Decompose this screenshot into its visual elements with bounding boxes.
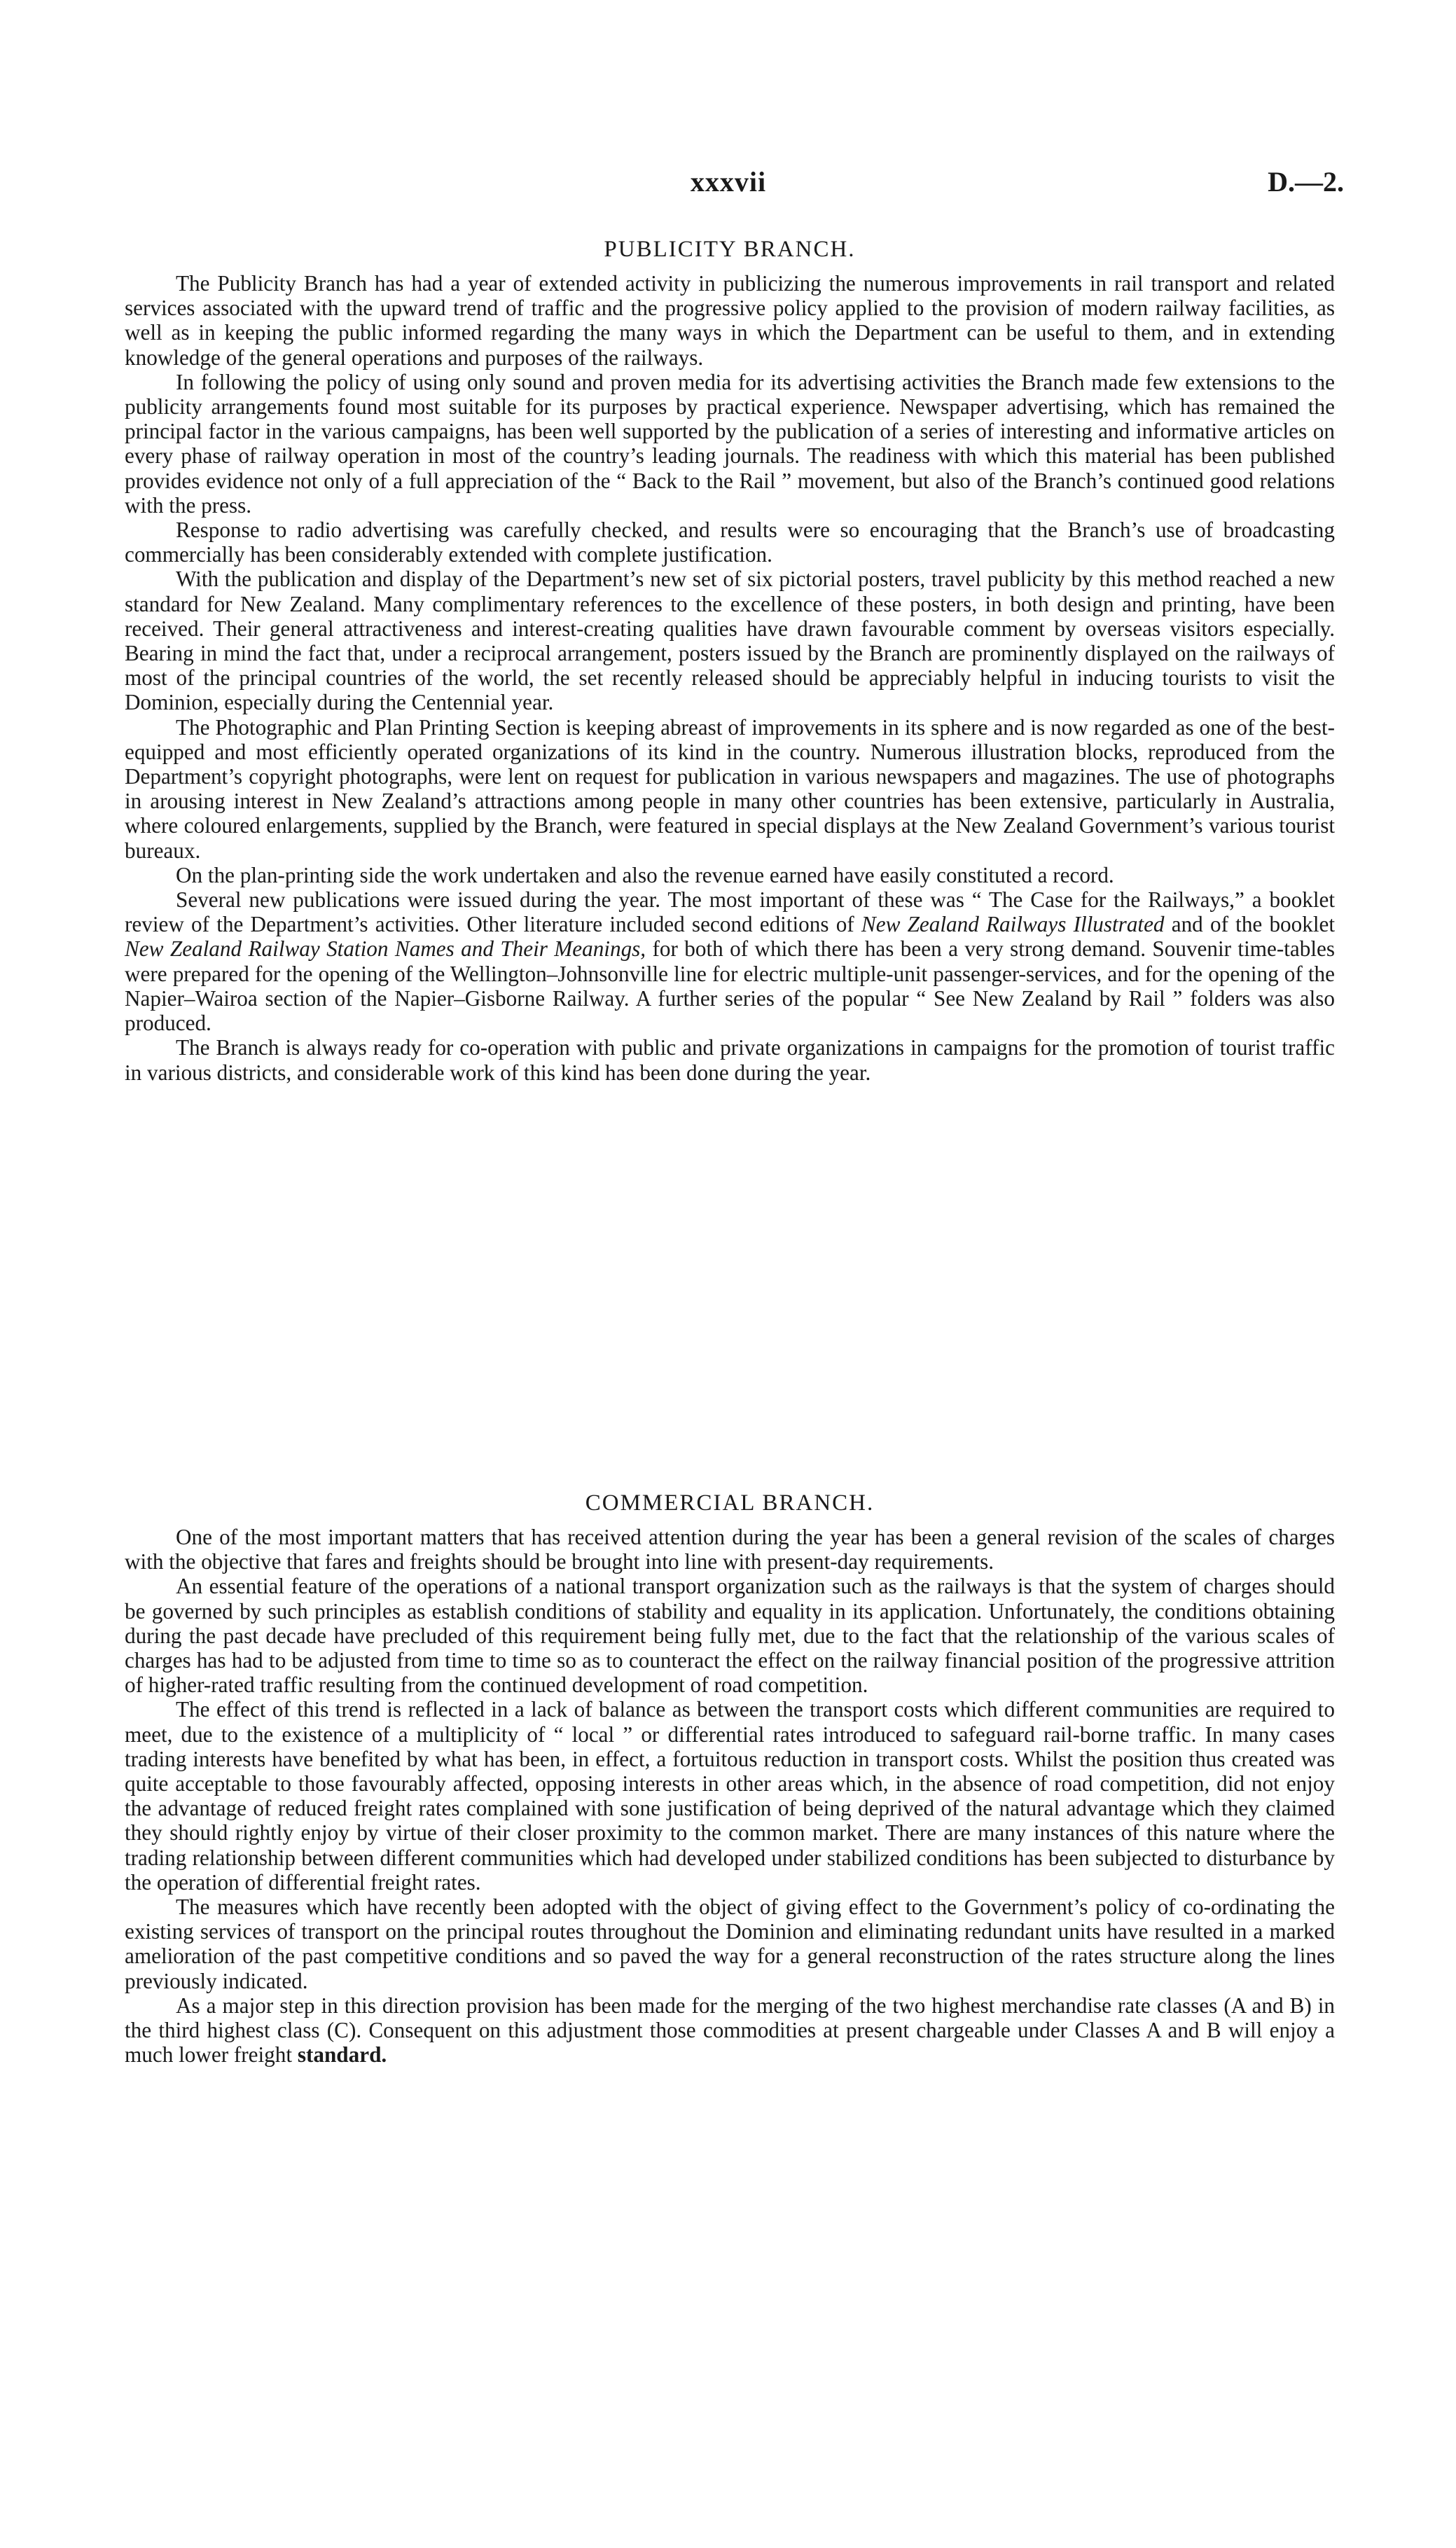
text-run-final: standard. bbox=[297, 2042, 387, 2068]
paragraph: One of the most important matters that has received attention during the year has been a general revision of the scales of charges with the objective that fares and freights should be brought into line with present-day requirements. bbox=[125, 1525, 1335, 1574]
paragraph: The measures which have recently been adopted with the object of giving effect to the Government’s policy of co-ordinating the existing services of transport on the principal routes throughout the Dominion and eliminating redundant units have resulted in a marked amelioration of the past competitive conditions and so paved the way for a general reconstruction of the rates structure along the lines previously indicated. bbox=[125, 1895, 1335, 1993]
paragraph: The effect of this trend is reflected in a lack of balance as between the transport costs which different communities are required to meet, due to the existence of a multiplicity of “ local ” or differential rates introduced to safeguard rail-borne traffic. In many cases trading interests have benefited by what has been, in effect, a fortuitous reduction in transport costs. Whilst the position thus created was quite acceptable to those favourably affected, opposing interests in other areas which, in the absence of road competition, did not enjoy the advantage of reduced freight rates complained with sone justification of being deprived of the natural advantage which they claimed they should rightly enjoy by virtue of their closer proximity to the common market. There are many instances of this nature where the trading relationship between different communities which had developed under stabilized conditions has been subjected to disturbance by the operation of differential freight rates. bbox=[125, 1697, 1335, 1895]
paragraph-publications bbox=[125, 887, 1335, 1035]
paragraph: In following the policy of using only sound and proven media for its advertising activities the Branch made few extensions to the publicity arrangements found most suitable for its purposes by practical experience. Newspaper advertising, which has remained the principal factor in the various campaigns, has been well supported by the publication of a series of interesting and informative articles on every phase of railway operation in most of the country’s leading journals. The readiness with which this material has been published provides evidence not only of a full appreciation of the “ Back to the Rail ” movement, but also of the Branch’s continued good relations with the press. bbox=[125, 369, 1335, 518]
paragraph: An essential feature of the operations of a national transport organization such as the railways is that the system of charges should be governed by such principles as establish conditions of stability and equality in its application. Unfortunately, the conditions obtaining during the past decade have precluded of this requirement being fully met, due to the fact that the relationship of the various scales of charges has had to be adjusted from time to time so as to counteract the effect on the railway financial position of the progressive attrition of higher-rated traffic resulting from the continued development of road competition. bbox=[125, 1574, 1335, 1698]
paragraph: With the publication and display of the Department’s new set of six pictorial posters, travel publicity by this method reached a new standard for New Zealand. Many complimentary references to the excellence of these posters, in both design and printing, have been received. Their general attractiveness and interest-creating qualities have drawn favourable comment by overseas visitors especially. Bearing in mind the fact that, under a reciprocal arrangement, posters issued by the Branch are prominently displayed on the railways of most of the principal countries of the world, the set recently released should be appreciably helpful in inducing tourists to visit the Dominion, especially during the Centennial year. bbox=[125, 567, 1335, 715]
document-reference: D.—2. bbox=[1268, 166, 1344, 198]
paragraph-rate-classes bbox=[125, 1993, 1335, 2068]
page-number: xxxvii bbox=[690, 166, 767, 198]
text-run: As a major step in this direction provision has been made for the merging of the two highest merchandise rate classes (A and B) in the third highest class (C). Consequent on this adjustment those commodities at present chargeable under Classes A and B will enjoy a much lower freight bbox=[125, 1993, 1335, 2068]
section-heading-commercial: COMMERCIAL BRANCH. bbox=[585, 1490, 875, 1516]
paragraph: Response to radio advertising was carefully checked, and results were so encouraging that the Branch’s use of broadcasting commercially has been considerably extended with complete justification. bbox=[125, 518, 1335, 567]
publication-title: New Zealand Railways Illustrated bbox=[861, 912, 1165, 937]
commercial-branch-section bbox=[125, 1489, 1335, 2067]
section-heading-publicity: PUBLICITY BRANCH. bbox=[604, 237, 856, 262]
text-run: and of the booklet bbox=[1171, 912, 1336, 937]
paragraph: The Publicity Branch has had a year of extended activity in publicizing the numerous improvements in rail transport and related services associated with the upward trend of traffic and the progressive policy applied to the provision of modern railway facilities, as well as in keeping the public informed regarding the many ways in which the Department can be useful to them, and in extending knowledge of the general operations and purposes of the railways. bbox=[125, 271, 1335, 370]
publicity-branch-section bbox=[125, 235, 1335, 1085]
publication-title: New Zealand Railway Station Names and Their Meanings, bbox=[125, 936, 646, 962]
text-run: Several new publications were issued during the year. The most important of these was “ The Case for the Railways,” a booklet review of the Department’s activities. Other literature included second editions of bbox=[125, 887, 1335, 937]
text-run: for both of which there has been a very strong demand. Souvenir time-tables were prepared for the opening of the Wellington–Johnsonville line for electric multiple-unit passenger-services, and for the opening of the Napier–Wairoa section of the Napier–Gisborne Railway. A further series of the popular “ See New Zealand by Rail ” folders was also produced. bbox=[125, 936, 1335, 1036]
paragraph: The Photographic and Plan Printing Section is keeping abreast of improvements in its sphere and is now regarded as one of the best-equipped and most efficiently operated organizations of its kind in the country. Numerous illustration blocks, reproduced from the Department’s copyright photographs, were lent on request for publication in various newspapers and magazines. The use of photographs in arousing interest in New Zealand’s attractions among people in many other countries has been extensive, particularly in Australia, where coloured enlargements, supplied by the Branch, were featured in special displays at the New Zealand Government’s various tourist bureaux. bbox=[125, 714, 1335, 863]
paragraph: On the plan-printing side the work undertaken and also the revenue earned have easily constituted a record. bbox=[176, 862, 1114, 887]
paragraph: The Branch is always ready for co-operation with public and private organizations in campaigns for the promotion of tourist traffic in various districts, and considerable work of this kind has been done during the year. bbox=[125, 1035, 1335, 1085]
